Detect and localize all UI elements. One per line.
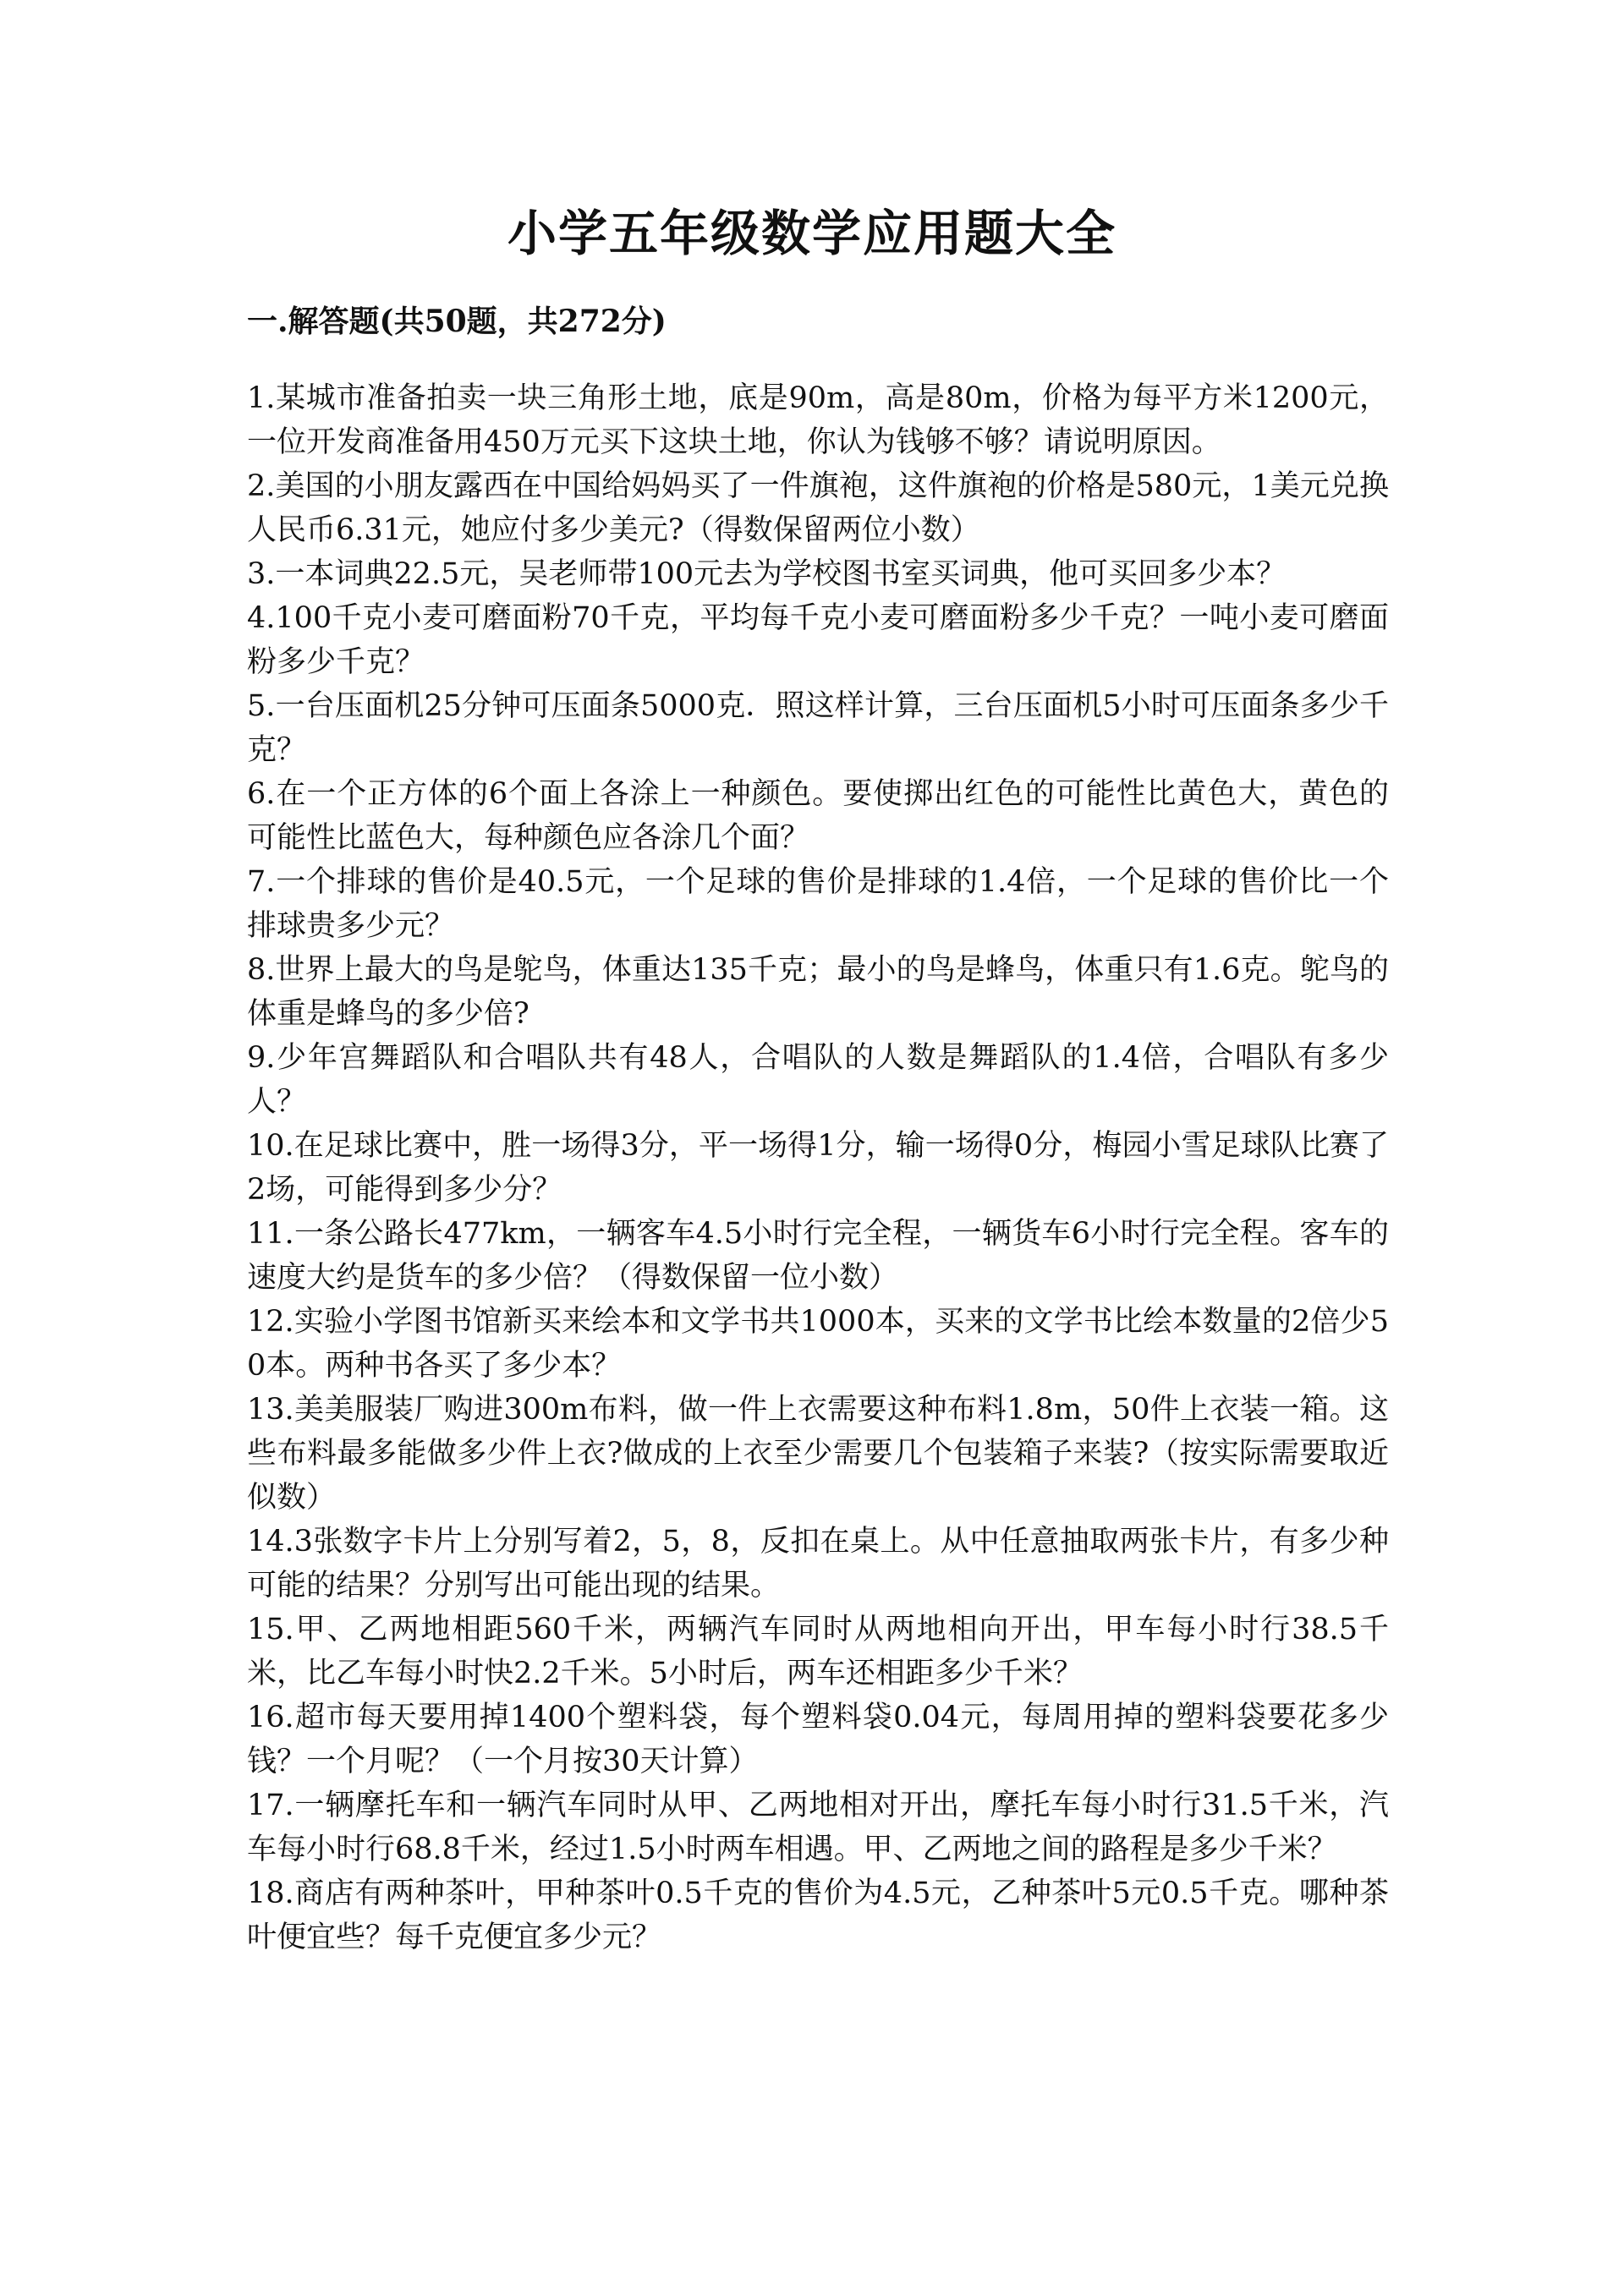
question-text: 3张数字卡片上分别写着2，5，8，反扣在桌上。从中任意抽取两张卡片，有多少种可能的结果？分别写出可能出现的结果。 [247, 1525, 1389, 1603]
question-number: 15. [247, 1613, 294, 1647]
question-item [247, 1520, 1389, 1608]
question-item [247, 1784, 1389, 1871]
question-number: 3. [247, 557, 276, 591]
question-item [247, 1608, 1389, 1696]
question-item [247, 1036, 1389, 1124]
question-item [247, 1871, 1389, 1959]
question-item [247, 684, 1389, 772]
question-number: 13. [247, 1393, 294, 1427]
question-item [247, 1124, 1389, 1212]
question-item [247, 860, 1389, 948]
question-number: 16. [247, 1701, 294, 1734]
question-text: 美国的小朋友露西在中国给妈妈买了一件旗袍，这件旗袍的价格是580元，1美元兑换人民币6.31元，她应付多少美元?（得数保留两位小数） [247, 469, 1389, 547]
question-item [247, 1212, 1389, 1300]
question-number: 4. [247, 601, 276, 635]
question-text: 实验小学图书馆新买来绘本和文学书共1000本，买来的文学书比绘本数量的2倍少50本。两种书各买了多少本？ [247, 1305, 1389, 1383]
question-item [247, 1696, 1389, 1784]
question-text: 甲、乙两地相距560千米，两辆汽车同时从两地相向开出，甲车每小时行38.5千米，比乙车每小时快2.2千米。5小时后，两车还相距多少千米？ [247, 1613, 1389, 1690]
question-item [247, 376, 1389, 464]
question-text: 在一个正方体的6个面上各涂上一种颜色。要使掷出红色的可能性比黄色大，黄色的可能性比蓝色大，每种颜色应各涂几个面？ [247, 777, 1389, 855]
question-item [247, 596, 1389, 684]
question-text: 一个排球的售价是40.5元，一个足球的售价是排球的1.4倍，一个足球的售价比一个排球贵多少元？ [247, 865, 1389, 943]
question-text: 少年宫舞蹈队和合唱队共有48人，合唱队的人数是舞蹈队的1.4倍，合唱队有多少人？ [247, 1041, 1389, 1119]
question-text: 100千克小麦可磨面粉70千克，平均每千克小麦可磨面粉多少千克？一吨小麦可磨面粉多少千克？ [247, 601, 1389, 679]
question-text: 商店有两种茶叶，甲种茶叶0.5千克的售价为4.5元，乙种茶叶5元0.5千克。哪种茶叶便宜些？每千克便宜多少元？ [247, 1877, 1389, 1954]
question-item [247, 948, 1389, 1036]
question-text: 超市每天要用掉1400个塑料袋，每个塑料袋0.04元，每周用掉的塑料袋要花多少钱？一个月呢？（一个月按30天计算） [247, 1701, 1389, 1778]
question-text: 一条公路长477km，一辆客车4.5小时行完全程，一辆货车6小时行完全程。客车的速度大约是货车的多少倍？（得数保留一位小数） [247, 1217, 1389, 1295]
question-number: 5. [247, 689, 276, 723]
question-item [247, 552, 1389, 596]
page-title: 小学五年级数学应用题大全 [507, 205, 1116, 262]
question-number: 18. [247, 1877, 294, 1910]
question-number: 9. [247, 1041, 276, 1075]
question-number: 17. [247, 1789, 294, 1822]
question-number: 11. [247, 1217, 294, 1251]
question-number: 12. [247, 1305, 294, 1339]
question-text: 一台压面机25分钟可压面条5000克．照这样计算，三台压面机5小时可压面条多少千克？ [247, 689, 1389, 767]
question-number: 1. [247, 381, 276, 415]
question-number: 2. [247, 469, 276, 503]
question-text: 美美服装厂购进300m布料，做一件上衣需要这种布料1.8m，50件上衣装一箱。这些布料最多能做多少件上衣?做成的上衣至少需要几个包装箱子来装?（按实际需要取近似数） [247, 1393, 1389, 1515]
question-item [247, 1388, 1389, 1520]
question-text: 在足球比赛中，胜一场得3分，平一场得1分，输一场得0分，梅园小雪足球队比赛了2场，可能得到多少分？ [247, 1129, 1389, 1207]
question-item [247, 772, 1389, 860]
question-number: 7. [247, 865, 276, 899]
question-text: 一本词典22.5元，吴老师带100元去为学校图书室买词典，他可买回多少本？ [275, 557, 1287, 591]
question-number: 14. [247, 1525, 294, 1559]
question-item [247, 1300, 1389, 1388]
question-number: 8. [247, 953, 276, 987]
question-number: 6. [247, 777, 276, 811]
question-number: 10. [247, 1129, 294, 1163]
question-text: 某城市准备拍卖一块三角形土地，底是90m，高是80m，价格为每平方米1200元，一位开发商准备用450万元买下这块土地，你认为钱够不够？请说明原因。 [247, 381, 1389, 459]
question-text: 一辆摩托车和一辆汽车同时从甲、乙两地相对开出，摩托车每小时行31.5千米，汽车每小时行68.8千米，经过1.5小时两车相遇。甲、乙两地之间的路程是多少千米？ [247, 1789, 1389, 1866]
question-item [247, 464, 1389, 552]
question-text: 世界上最大的鸟是鸵鸟，体重达135千克；最小的鸟是蜂鸟，体重只有1.6克。鸵鸟的体重是蜂鸟的多少倍? [247, 953, 1389, 1031]
section-heading: 一.解答题(共50题，共272分) [247, 304, 667, 339]
question-list [247, 376, 1389, 1959]
